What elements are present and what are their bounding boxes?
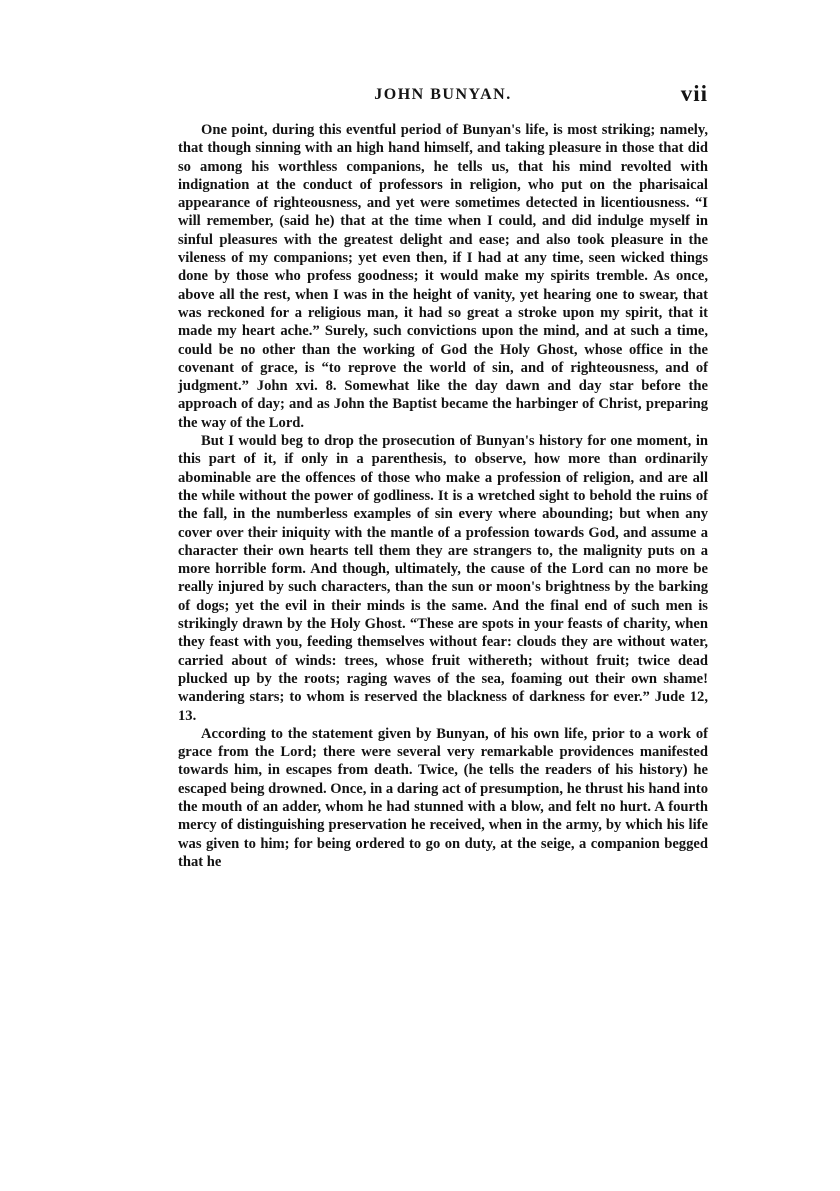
paragraph-1: One point, during this eventful period of Bunyan's life, is most striking; namely, that though sinning with an high hand himself, and taking pleasure in those that did so among his worthless companions, he tells us, that his mind revolted with indignation at the conduct of professors in religion, who put on the pharisaical appearance of righteousness, and yet were sometimes detected in licentiousness. “I will remember, (said he) that at the time when I could, and did indulge myself in sinful pleasures with the greatest delight and ease; and also took pleasure in the vileness of my companions; yet even then, if I had at any time, seen wicked things done by those who profess goodness; it would make my spirits tremble. As once, above all the rest, when I was in the height of vanity, yet hearing one to swear, that was reckoned for a religious man, it had so great a stroke upon my spirit, that it made my heart ache.” Surely, such convictions upon the mind, and at such a time, could be no other than the working of God the Holy Ghost, whose office in the covenant of grace, is “to reprove the world of sin, and of righteousness, and of judgment.” John xvi. 8. Somewhat like the day dawn and day star before the approach of day; and as John the Baptist became the harbinger of Christ, preparing the way of the Lord. bbox=[178, 122, 708, 431]
page-number: vii bbox=[680, 81, 708, 106]
running-head bbox=[178, 82, 708, 108]
body-text bbox=[178, 121, 708, 871]
paragraph-2: But I would beg to drop the prosecution of Bunyan's history for one moment, in this part of it, if only in a parenthesis, to observe, how more than ordinarily abominable are the offences of those who make a profession of religion, and are all the while without the power of godliness. It is a wretched sight to behold the ruins of the fall, in the numberless examples of sin every where abounding; but when any cover over their iniquity with the mantle of a profession towards God, and assume a character their own hearts tell them they are strangers to, the malignity puts on a more horrible form. And though, ultimately, the cause of the Lord can no more be really injured by such characters, than the sun or moon's brightness by the barking of dogs; yet the evil in their minds is the same. And the final end of such men is strikingly drawn by the Holy Ghost. “These are spots in your feasts of charity, when they feast with you, feeding themselves without fear: clouds they are without water, carried about of winds: trees, whose fruit withereth; without fruit; twice dead plucked up by the roots; raging waves of the sea, foaming out their own shame! wandering stars; to whom is reserved the blackness of darkness for ever.” Jude 12, 13. bbox=[178, 433, 708, 724]
running-title: JOHN BUNYAN. bbox=[374, 86, 512, 103]
paragraph-3: According to the statement given by Bunyan, of his own life, prior to a work of grace from the Lord; there were several very remarkable providences manifested towards him, in escapes from death. Twice, (he tells the readers of his history) he escaped being drowned. Once, in a daring act of presumption, he thrust his hand into the mouth of an adder, whom he had stunned with a blow, and felt no hurt. A fourth mercy of distinguishing preservation he received, when in the army, by which his life was given to him; for being ordered to go on duty, at the seige, a companion begged that he bbox=[178, 725, 708, 870]
